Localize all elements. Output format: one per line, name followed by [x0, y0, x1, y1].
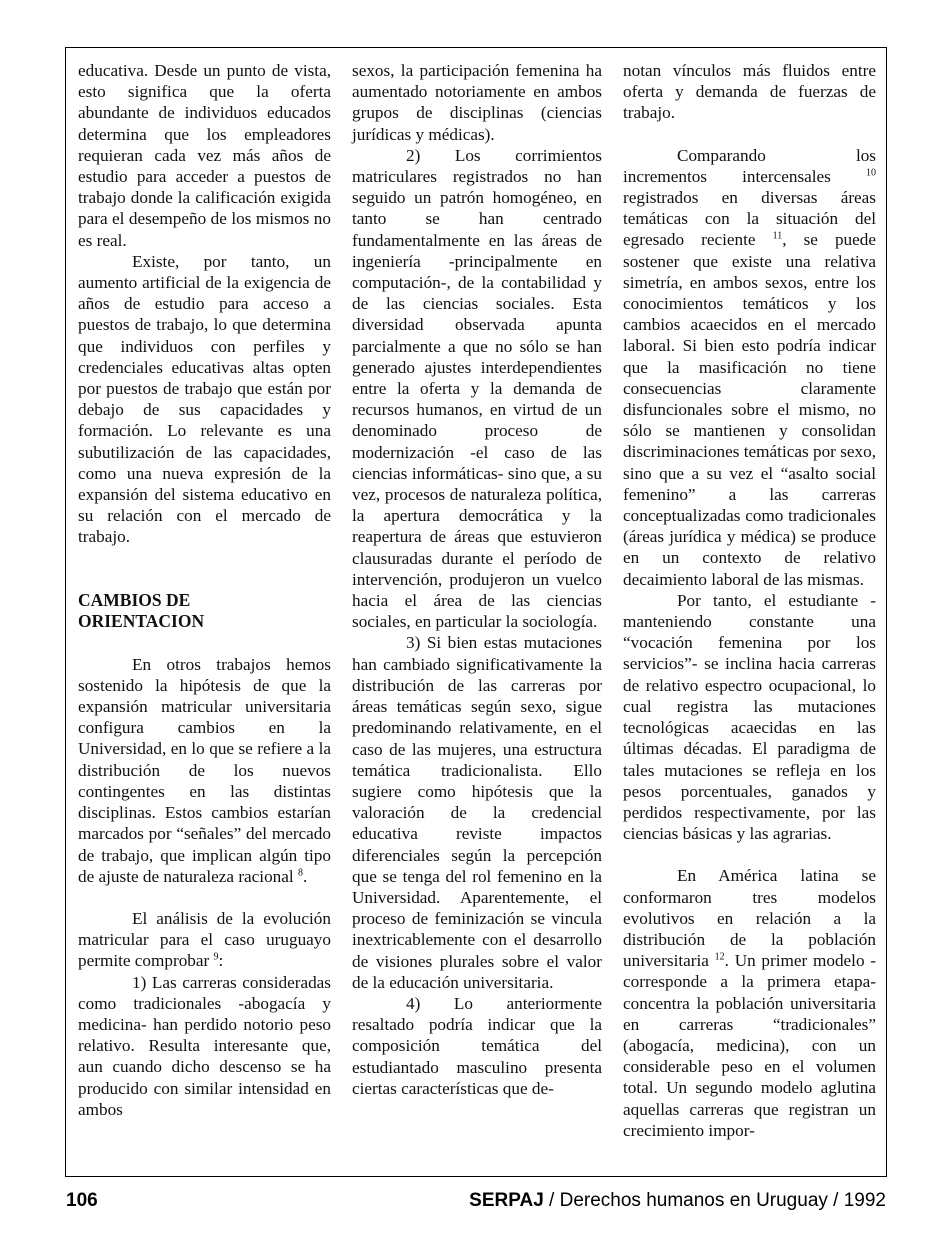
paragraph: 1) Las carreras consideradas como tradicionales -abogacía y medicina- han perdido notorio peso relativo. Resulta interesante que, aun cuando dicho descenso se ha producido con similar intensidad en ambos: [78, 972, 331, 1119]
paragraph-text: Comparando los incrementos intercensales: [623, 145, 876, 186]
paragraph: [623, 865, 876, 1141]
paragraph: [78, 654, 331, 887]
publication-title: [469, 1190, 886, 1212]
footnote-ref: 11: [772, 230, 783, 242]
paragraph: educativa. Desde un punto de vista, esto significa que la oferta abundante de individuos educados determina que los empleadores requieran cada vez más años de estudio para acceder a puestos de trabajo donde la calificación exigida para el desempeño de los mismos no es real.: [78, 61, 331, 250]
paragraph: Por tanto, el estudiante - manteniendo constante una “vocación femenina por los servicios”- se inclina hacia carreras de relativo espectro ocupacional, lo cual registra las mutaciones tecnológicas acaecidas en las últimas décadas. El paradigma de tales mutaciones se refleja en los pesos porcentuales, ganados y perdidos respectivamente, por las ciencias básicas y las agrarias.: [623, 590, 876, 844]
paragraph: [78, 908, 331, 972]
text-column-1: [78, 60, 331, 1120]
paragraph: Existe, por tanto, un aumento artificial de la exigencia de años de estudio para acceso a puestos de trabajo, lo que determina que individuos con perfiles y credenciales educativas altas opten por puestos de trabajo que están por debajo de sus capacidades y formación. Lo relevante es una subutilización de las capacidades, como una nueva expresión de la expansión del sistema educativo en su relación con el mercado de trabajo.: [78, 251, 331, 547]
paragraph-text: En otros trabajos hemos sostenido la hipótesis de que la expansión matricular universitaria configura cambios en la Universidad, en lo que se refiere a la distribución de los nuevos contingentes en las distintas disciplinas. Estos cambios estarían marcados por “señales” del mercado de trabajo, que implican algún tipo de ajuste de naturaleza racional: [78, 654, 331, 886]
footnote-ref: 12: [714, 951, 725, 963]
page-footer: [66, 1190, 886, 1216]
paragraph: 4) Lo anteriormente resaltado podría indicar que la composición temática del estudiantado masculino presenta ciertas características que de-: [352, 993, 602, 1098]
paragraph: 2) Los corrimientos matriculares registrados no han seguido un patrón homogéneo, en tanto se han centrado fundamentalmente en las áreas de ingeniería -principalmente en computación-, de la contabilidad y de las ciencias sociales. Esta diversidad observada apunta parcialmente a que no sólo se han generado ajustes interdependientes entre la oferta y la demanda de recursos humanos, en virtud de un denominado proceso de modernización -el caso de las ciencias informáticas- sino que, a su vez, procesos de naturaleza política, la apertura democrática y la reapertura de áreas que estuvieron clausuradas durante el período de intervención, produjeron un vuelco hacia el área de las ciencias sociales, en particular la sociología.: [352, 145, 602, 632]
footnote-ref: 8: [297, 866, 303, 878]
paragraph: sexos, la participación femenina ha aumentado notoriamente en ambos grupos de disciplinas (ciencias jurídicas y médicas).: [352, 61, 602, 144]
section-heading-line-1: CAMBIOS DE: [78, 589, 191, 610]
footnote-ref: 9: [213, 951, 219, 963]
publication-name: / Derechos humanos en Uruguay / 1992: [543, 1190, 886, 1211]
paragraph-text: :: [218, 951, 224, 971]
page-number: 106: [66, 1190, 98, 1211]
footnote-ref: 10: [866, 167, 876, 179]
paragraph-text: El análisis de la evolución matricular para el caso uruguayo permite comprobar: [78, 908, 331, 971]
section-heading-line-2: ORIENTACION: [78, 611, 205, 632]
paragraph-text: En América latina se conformaron tres modelos evolutivos en relación a la distribución de la población universitaria: [623, 866, 876, 971]
paragraph-text: registrados en diversas áreas temáticas con la situación del egresado reciente: [623, 188, 876, 250]
paragraph-text: . Un primer modelo -corresponde a la primera etapa- concentra la población universitaria en carreras “tradicionales” (abogacía, medicina), con un considerable peso en el volumen total. Un segundo modelo aglutina aquellas carreras que registran un crecimiento impor-: [623, 951, 877, 1140]
paragraph: [623, 145, 876, 590]
paragraph-text: , se puede sostener que existe una relativa simetría, en ambos sexos, entre los conocimientos temáticos y los cambios acaecidos en el mercado laboral. Si bien esto podría indicar que la masificación no tiene consecuencias claramente disfuncionales sobre el mismo, no sólo se mantienen y consolidan discriminaciones temáticas por sexo, sino que a su vez el “asalto social femenino” a las carreras conceptualizadas como tradicionales (áreas jurídica y médica) se produce en un contexto de relativo decaimiento laboral de las mismas.: [623, 230, 877, 589]
publisher-name: SERPAJ: [469, 1190, 544, 1211]
text-column-2: [352, 60, 602, 1099]
paragraph: notan vínculos más fluidos entre oferta y demanda de fuerzas de trabajo.: [623, 61, 876, 123]
text-column-3: [623, 60, 876, 1141]
paragraph-text: .: [302, 866, 308, 886]
paragraph: 3) Si bien estas mutaciones han cambiado significativamente la distribución de las carreras por áreas temáticas según sexo, sigue predominando relativamente, en el caso de las mujeres, una estructura temática tradicionalista. Ello sugiere como hipótesis que la valoración de la credencial educativa reviste impactos diferenciales según la percepción que se tenga del rol femenino en la Universidad. Aparentemente, el proceso de feminización se vincula inextricablemente con el desarrollo de visiones plurales sobre el valor de la educación universitaria.: [352, 633, 602, 992]
